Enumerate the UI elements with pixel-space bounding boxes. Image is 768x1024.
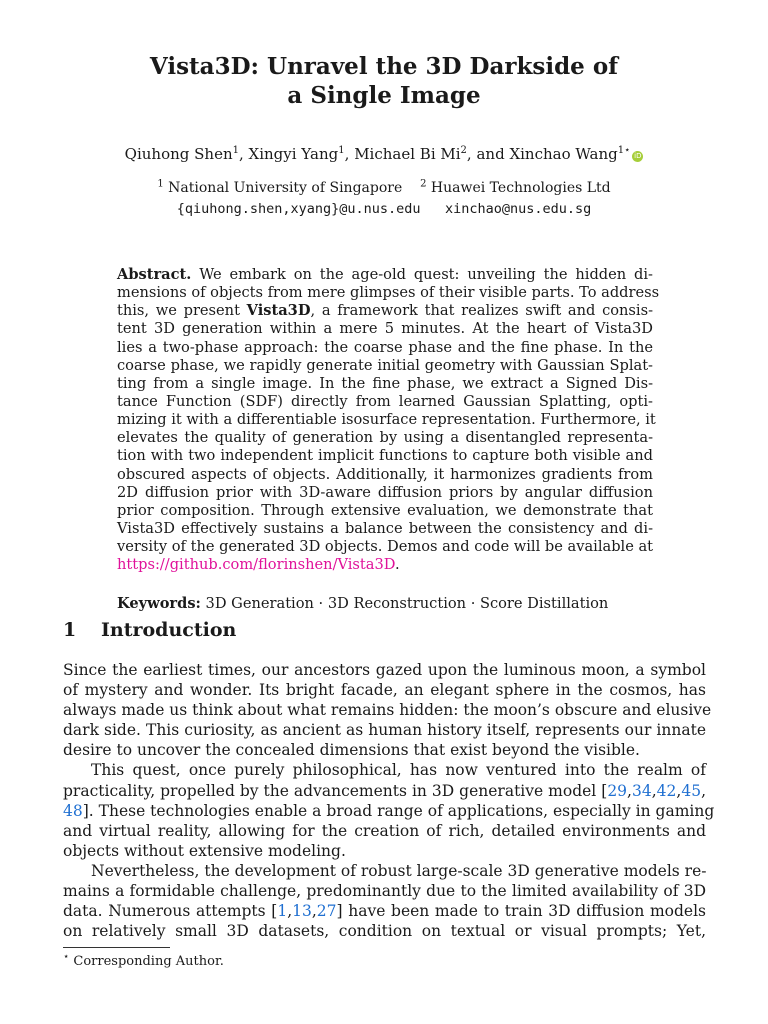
- affiliation-1: National University of Singapore: [168, 180, 403, 196]
- section-heading: [63, 619, 236, 641]
- paragraph-line: practicality, propelled by the advancements in 3D generative model [29,34,42,45,: [63, 781, 706, 800]
- abstract: Abstract. We embark on the age-old quest: unveiling the hidden di- mensions of objects from mere glimpses of their visible parts. To address this, we present Vista3D, a framework that realizes swift and consis- tent 3D generation within a mere 5 minutes. At the heart of Vista3D lies a two-phase approach: the coarse phase and the fine phase. In the coarse phase, we rapidly generate initial geometry with Gaussian Splat- ting from a single image. In the fine phase, we extract a Signed Dis- tance Function (SDF) directly from learned Gaussian Splatting, opti- mizing it with a differentiable isosurface representation. Furthermore, it elevates the quality of generation by using a disentangled representa- tion with two independent implicit functions to capture both visible and obscured aspects of objects. Additionally, it harmonizes gradients from 2D diffusion prior with 3D-aware diffusion priors by angular diffusion prior composition. Through extensive evaluation, we demonstrate that Vista3D effectively sustains a balance between the consistency and di- versity of the generated 3D objects. Demos and code will be available at https://github.com/florinshen/Vista3D.: [117, 266, 660, 574]
- paragraph-line: This quest, once purely philosophical, has now ventured into the realm of: [91, 761, 706, 780]
- affiliations: $^1$ National University of Singapore $^2$ Huawei Technologies Ltd: [157, 178, 611, 196]
- section-title: Introduction: [101, 619, 237, 641]
- paragraph-line: always made us think about what remains hidden: the moon’s obscure and elusive: [63, 701, 712, 720]
- citation-link[interactable]: 45: [681, 781, 702, 800]
- paragraph-line: Nevertheless, the development of robust large-scale 3D generative models re-: [91, 861, 707, 880]
- author-affiliation-mark: 1: [232, 145, 239, 156]
- citation-link[interactable]: 34: [631, 781, 652, 800]
- footnote-mark: ⋆: [63, 951, 70, 963]
- paragraph-line: on relatively small 3D datasets, condition on textual or visual prompts; Yet,: [63, 922, 706, 941]
- title-line-1: Vista3D: Unravel the 3D Darkside of: [149, 53, 619, 80]
- code-link[interactable]: https://github.com/florinshen/Vista3D: [117, 556, 395, 574]
- citation-link[interactable]: 48: [63, 801, 83, 820]
- footnote-rule: [63, 947, 170, 948]
- paragraph-line: desire to uncover the concealed dimensions that exist beyond the visible.: [63, 741, 640, 760]
- system-name: Vista3D: [246, 302, 311, 320]
- paragraph-line: and virtual reality, allowing for the creation of rich, detailed environments and: [63, 821, 706, 840]
- email-2[interactable]: xinchao@nus.edu.sg: [444, 201, 592, 217]
- keywords: Keywords: 3D Generation · 3D Reconstruction · Score Distillation: [117, 595, 609, 612]
- paragraph-line: 48]. These technologies enable a broad range of applications, especially in gaming: [63, 801, 715, 820]
- author-name: Qiuhong Shen: [124, 145, 233, 163]
- author-affiliation-mark: 2: [460, 145, 467, 156]
- section-number: 1: [63, 619, 77, 641]
- author-name: Michael Bi Mi: [354, 145, 461, 163]
- orcid-icon[interactable]: iD: [634, 152, 642, 160]
- author-affiliation-mark: 1⋆: [617, 145, 631, 156]
- email-1[interactable]: {qiuhong.shen,xyang}@u.nus.edu: [176, 201, 421, 217]
- body-text: [63, 660, 715, 941]
- author-affiliation-mark: 1: [338, 145, 345, 156]
- affiliation-2: Huawei Technologies Ltd: [430, 180, 611, 196]
- footnote: ⋆ Corresponding Author.: [63, 951, 224, 969]
- abstract-label: Abstract.: [117, 266, 192, 283]
- paragraph-line: data. Numerous attempts [1,13,27] have been made to train 3D diffusion models: [63, 902, 706, 921]
- paragraph-line: of mystery and wonder. Its bright facade, an elegant sphere in the cosmos, has: [63, 681, 706, 700]
- citation-link[interactable]: 1: [277, 902, 288, 921]
- citation-link[interactable]: 13: [292, 902, 312, 921]
- keywords-label: Keywords:: [117, 595, 201, 612]
- paragraph-line: objects without extensive modeling.: [63, 841, 346, 860]
- title-line-2: a Single Image: [287, 82, 481, 109]
- citation-link[interactable]: 27: [316, 902, 337, 921]
- author-name: Xingyi Yang: [248, 145, 339, 163]
- author-list: Qiuhong Shen$^1$, Xingyi Yang$^1$, Michael Bi Mi$^2$, and Xinchao Wang$^{1⋆}$ iD: [124, 145, 642, 163]
- citation-link[interactable]: 29: [607, 781, 628, 800]
- citation-link[interactable]: 42: [656, 781, 677, 800]
- author-name: Xinchao Wang: [509, 145, 618, 163]
- emails: [0, 201, 768, 217]
- paragraph-line: Since the earliest times, our ancestors gazed upon the luminous moon, a symbol: [63, 661, 706, 679]
- paper-title: [0, 52, 768, 110]
- paragraph-line: dark side. This curiosity, as ancient as human history itself, represents our innate: [63, 721, 706, 740]
- paragraph-line: mains a formidable challenge, predominantly due to the limited availability of 3D: [63, 882, 706, 901]
